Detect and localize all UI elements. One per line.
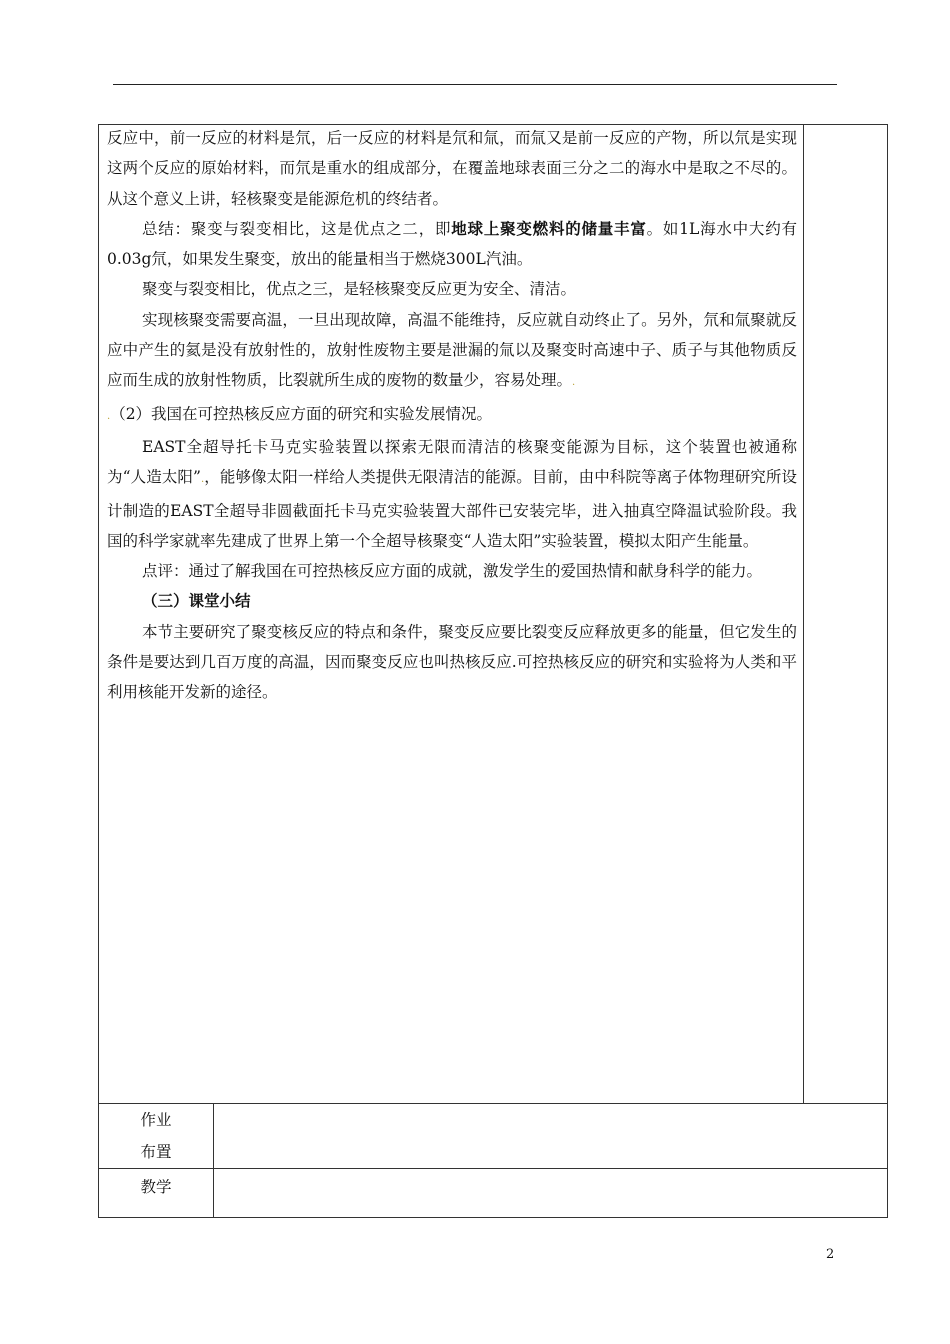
row-divider [213, 1104, 214, 1168]
column-divider [803, 124, 804, 1104]
mark-glyph: . [107, 410, 111, 422]
emphasis-fuel-reserves: 地球上聚变燃料的储量丰富 [451, 219, 647, 238]
mark-glyph: . [572, 377, 576, 389]
paragraph-comment: 点评：通过了解我国在可控热核反应方面的成就，激发学生的爱国热情和献身科学的能力。 [142, 562, 763, 581]
lesson-content [107, 123, 797, 708]
header-rule [113, 84, 837, 85]
teaching-label: 教学 [140, 1178, 172, 1196]
mark-glyph: . [200, 474, 205, 486]
paragraph-summary-advantage-2: 总结：聚变与裂变相比，这是优点之二，即地球上聚变燃料的储量丰富。如1L海水中大约有0.03g氘，如果发生聚变，放出的能量相当于燃烧300L汽油。 [107, 219, 797, 269]
page-number: 2 [826, 1247, 835, 1262]
paragraph-china-research-heading: .（2）我国在可控热核反应方面的研究和实验发展情况。 [107, 404, 493, 423]
paragraph-fusion-fuel: 反应中，前一反应的材料是氘，后一反应的材料是氘和氚，而氚又是前一反应的产物，所以氘是实现这两个反应的原始材料，而氘是重水的组成部分，在覆盖地球表面三分之二的海水中是取之不尽的。从这个意义上讲，轻核聚变是能源危机的终结者。 [107, 129, 797, 208]
teaching-row [98, 1168, 888, 1218]
section-heading-summary: （三）课堂小结 [142, 592, 251, 611]
paragraph-east-device: EAST全超导托卡马克实验装置以探索无限而清洁的核聚变能源为目标，这个装置也被通称为“人造太阳”.，能够像太阳一样给人类提供无限清洁的能源。目前，由中科院等离子体物理研究所设计制造的EAST全超导非圆截面托卡马克实验装置大部件已安装完毕，进入抽真空降温试验阶段。我国的科学家就率先建成了世界上第一个全超导核聚变“人造太阳”实验装置，模拟太阳产生能量。 [107, 437, 797, 550]
homework-label: 作业 布置 [140, 1111, 172, 1161]
paragraph-safety: 实现核聚变需要高温，一旦出现故障，高温不能维持，反应就自动终止了。另外，氘和氚聚就反应中产生的氦是没有放射性的，放射性废物主要是泄漏的氚以及聚变时高速中子、质子与其他物质反应而生成的放射性物质，比裂就所生成的废物的数量少，容易处理。. [107, 310, 797, 390]
paragraph-advantage-3: 聚变与裂变相比，优点之三，是轻核聚变反应更为安全、清洁。 [142, 280, 577, 299]
row-divider [213, 1169, 214, 1217]
paragraph-class-summary: 本节主要研究了聚变核反应的特点和条件，聚变反应要比裂变反应释放更多的能量，但它发生的条件是要达到几百万度的高温，因而聚变反应也叫热核反应.可控热核反应的研究和实验将为人类和平利用核能开发新的途径。 [107, 622, 797, 702]
homework-row [98, 1103, 888, 1169]
